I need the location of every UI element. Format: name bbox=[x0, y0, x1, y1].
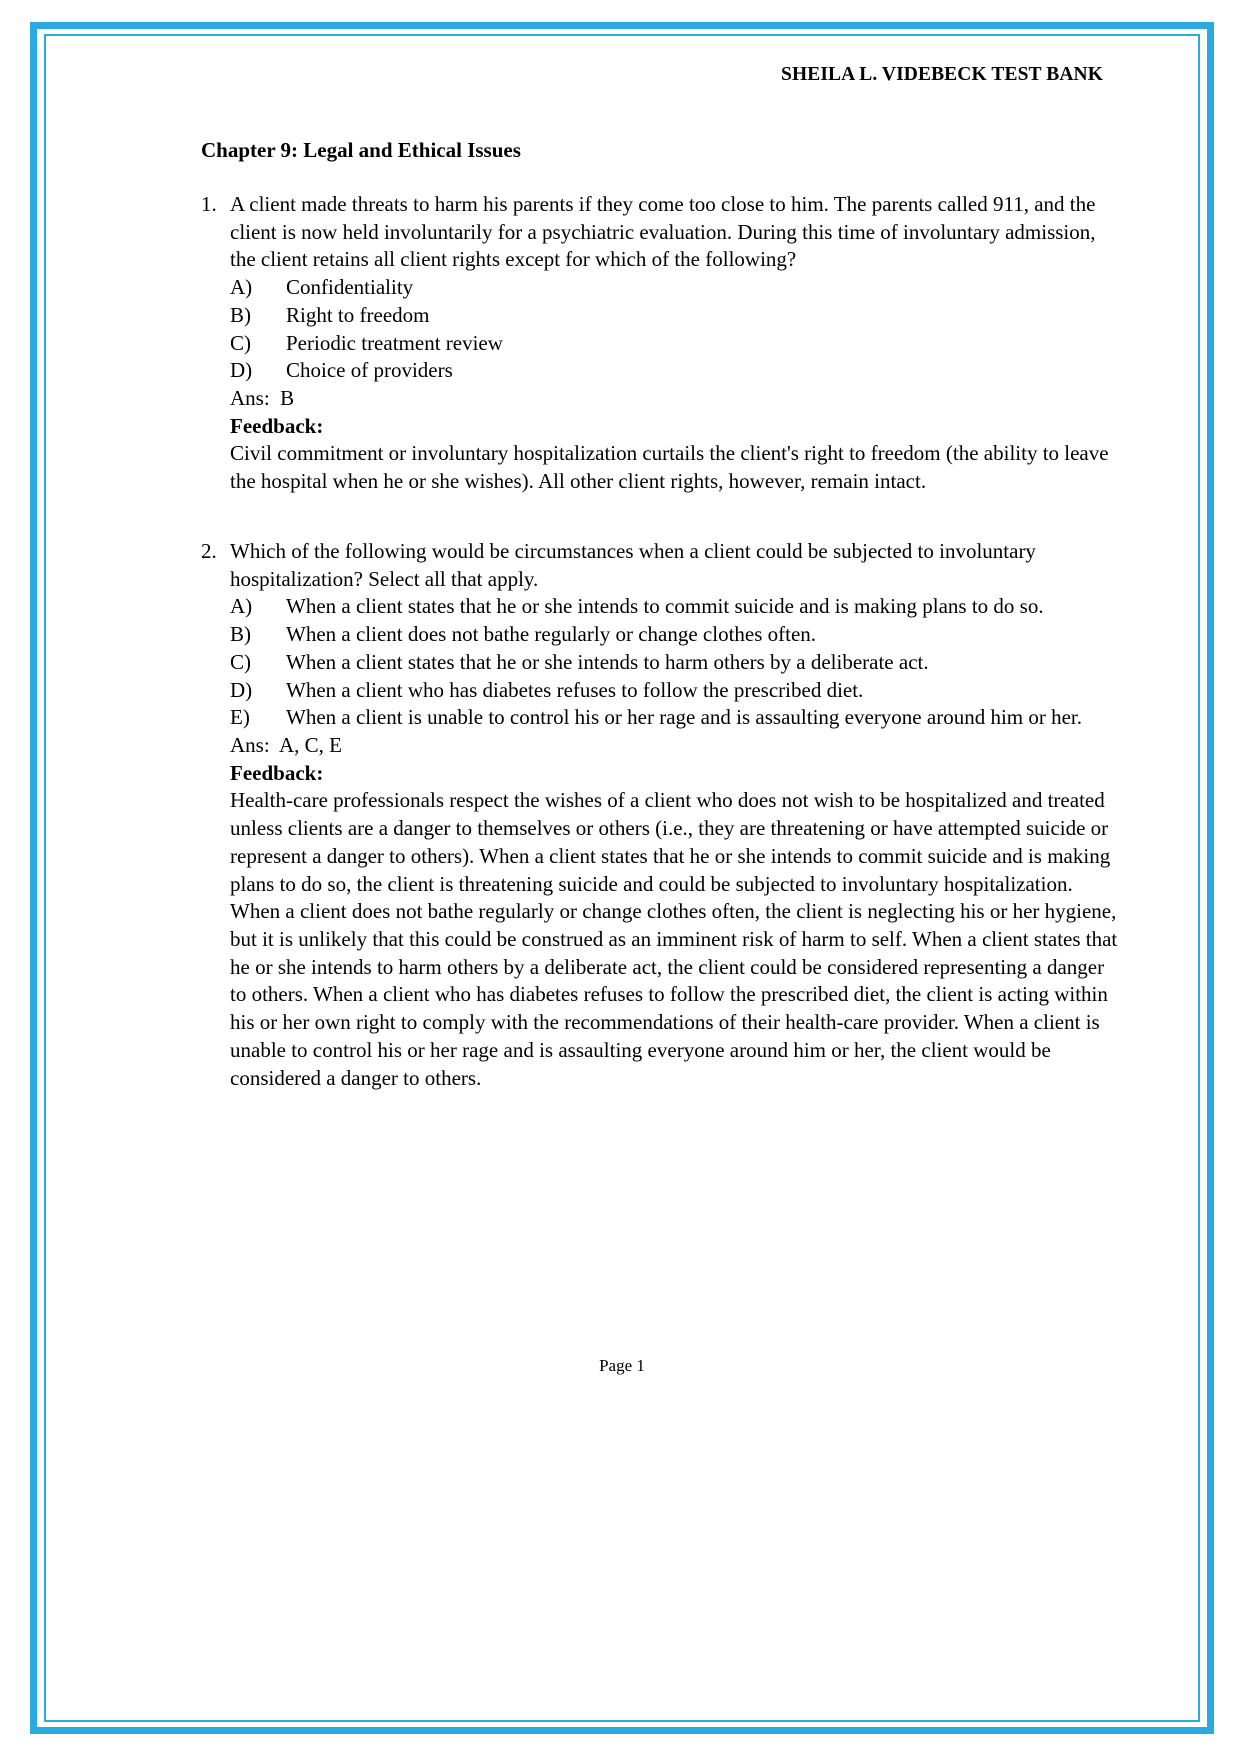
question-text: A client made threats to harm his parents if they come too close to him. The parents called 911, and the client is now held involuntarily for a psychiatric evaluation. During this time of involuntary admission, the client retains all client rights except for which of the following? bbox=[230, 192, 1096, 272]
document-header: SHEILA L. VIDEBECK TEST BANK bbox=[781, 64, 1103, 85]
option-text: When a client does not bathe regularly or change clothes often. bbox=[286, 622, 817, 647]
option-c[interactable] bbox=[230, 649, 1124, 677]
answer-line: Ans: B bbox=[230, 386, 295, 411]
option-text: When a client states that he or she intends to commit suicide and is making plans to do so. bbox=[286, 594, 1044, 619]
answer-options bbox=[230, 593, 1124, 732]
feedback-text: Civil commitment or involuntary hospitalization curtails the client's right to freedom (the ability to leave the hospital when he or she wishes). All other client rights, however, remain intact. bbox=[230, 441, 1109, 494]
option-text: Periodic treatment review bbox=[286, 330, 503, 355]
page-footer: Page 1 bbox=[599, 1356, 645, 1375]
option-d[interactable] bbox=[230, 357, 1124, 385]
option-c[interactable] bbox=[230, 330, 1124, 358]
option-a[interactable] bbox=[230, 274, 1124, 302]
option-text: Confidentiality bbox=[286, 275, 414, 300]
option-letter: B) bbox=[230, 302, 251, 327]
option-letter: D) bbox=[230, 677, 253, 702]
question-heading bbox=[201, 538, 1124, 593]
option-letter: E) bbox=[230, 705, 250, 730]
option-e[interactable] bbox=[230, 704, 1124, 732]
feedback-label: Feedback: bbox=[230, 760, 324, 785]
chapter-title: Chapter 9: Legal and Ethical Issues bbox=[201, 138, 521, 162]
option-letter: D) bbox=[230, 358, 253, 383]
option-text: Right to freedom bbox=[286, 302, 430, 327]
option-letter: B) bbox=[230, 622, 251, 647]
option-b[interactable] bbox=[230, 621, 1124, 649]
option-letter: C) bbox=[230, 649, 251, 674]
option-letter: A) bbox=[230, 594, 253, 619]
question-item bbox=[201, 538, 1124, 1092]
option-letter: A) bbox=[230, 275, 253, 300]
feedback-text: Health-care professionals respect the wishes of a client who does not wish to be hospitalized and treated unless clients are a danger to themselves or others (i.e., they are threatening or have attempted suicide or represent a danger to others). When a client states that he or she intends to commit suicide and is making plans to do so, the client is threatening suicide and could be subjected to involuntary hospitalization. When a client does not bathe regularly or change clothes often, the client is neglecting his or her hygiene, but it is unlikely that this could be construed as an imminent risk of harm to self. When a client states that he or she intends to harm others by a deliberate act, the client could be considered representing a danger to others. When a client who has diabetes refuses to follow the prescribed diet, the client is acting within his or her own right to comply with the recommendations of their health-care provider. When a client is unable to control his or her rage and is assaulting everyone around him or her, the client would be considered a danger to others. bbox=[230, 788, 1118, 1090]
feedback-label: Feedback: bbox=[230, 413, 324, 438]
option-text: When a client is unable to control his or her rage and is assaulting everyone around him or her. bbox=[286, 705, 1083, 730]
question-number: 2. bbox=[201, 538, 217, 563]
question-item bbox=[201, 191, 1124, 496]
answer-options bbox=[230, 274, 1124, 385]
option-text: Choice of providers bbox=[286, 358, 453, 383]
option-text: When a client who has diabetes refuses to follow the prescribed diet. bbox=[286, 677, 864, 702]
question-number: 1. bbox=[201, 192, 217, 216]
answer-line: Ans: A, C, E bbox=[230, 732, 343, 757]
page-content bbox=[60, 50, 1184, 1706]
option-letter: C) bbox=[230, 330, 251, 355]
question-heading bbox=[201, 191, 1124, 274]
option-d[interactable] bbox=[230, 677, 1124, 705]
question-list bbox=[201, 191, 1124, 1092]
option-text: When a client states that he or she intends to harm others by a deliberate act. bbox=[286, 649, 929, 674]
option-b[interactable] bbox=[230, 302, 1124, 330]
question-text: Which of the following would be circumstances when a client could be subjected to involuntary hospitalization? Select all that apply. bbox=[230, 538, 1036, 591]
option-a[interactable] bbox=[230, 593, 1124, 621]
